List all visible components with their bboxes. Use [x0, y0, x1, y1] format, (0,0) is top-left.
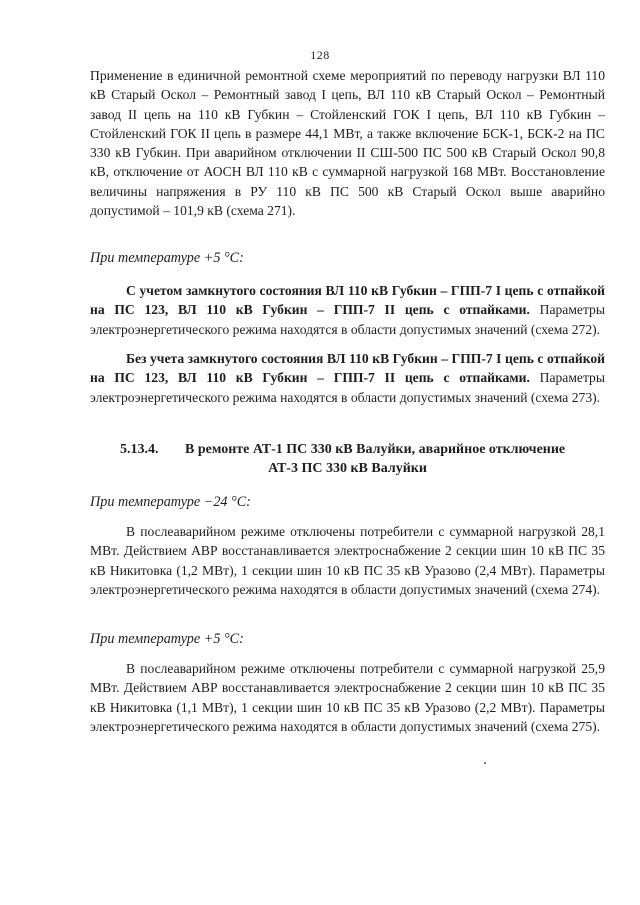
paragraph-without-closed-state	[90, 349, 605, 407]
paragraph-bold-lead: Без учета замкнутого состояния ВЛ 110 кВ Губкин – ГПП-7 I цепь с отпайкой на ПС 123, ВЛ 110 кВ Губкин – ГПП-7 II цепь с отпайками.	[90, 351, 605, 386]
page-number: 128	[310, 48, 330, 62]
paragraph-plus5-result	[90, 659, 605, 736]
paragraph-text: Применение в единичной ремонтной схеме мероприятий по переводу нагрузки ВЛ 110 кВ Старый Оскол – Ремонтный завод I цепь, ВЛ 110 кВ Старый Оскол – Ремонтный завод II цепь на 110 кВ Губкин – Стойленский ГОК I цепь, ВЛ 110 кВ Губкин – Стойленский ГОК II цепь в размере 44,1 МВт, а также включение БСК-1, БСК-2 на ПС 330 кВ Губкин. При аварийном отключении II СШ-500 ПС 500 кВ Старый Оскол 90,8 кВ, отключение от АОСН ВЛ 110 кВ с суммарной нагрузкой 168 МВт. Восстановление величины напряжения в РУ 110 кВ ПС 500 кВ Старый Оскол выше аварийно допустимой – 101,9 кВ (схема 271).	[90, 68, 605, 219]
paragraph-remediation-measures	[90, 66, 605, 220]
section-title-line1: В ремонте АТ-1 ПС 330 кВ Валуйки, аварийное отключение	[185, 442, 566, 457]
section-title-line2: АТ-3 ПС 330 кВ Валуйки	[268, 461, 427, 476]
section-heading	[90, 440, 605, 480]
paragraph-text: В послеаварийном режиме отключены потребители с суммарной нагрузкой 25,9 МВт. Действием АВР восстанавливается электроснабжение 2 секции шин 10 кВ ПС 35 кВ Никитовка (1,1 МВт), 1 секции шин 10 кВ ПС 35 кВ Уразово (2,2 МВт). Параметры электроэнергетического режима находятся в области допустимых значений (схема 275).	[90, 661, 605, 734]
paragraph-minus24-result	[90, 522, 605, 599]
paragraph-bold-lead: С учетом замкнутого состояния ВЛ 110 кВ Губкин – ГПП-7 I цепь с отпайкой на ПС 123, ВЛ 110 кВ Губкин – ГПП-7 II цепь с отпайками.	[90, 283, 605, 318]
paragraph-text: В послеаварийном режиме отключены потребители с суммарной нагрузкой 28,1 МВт. Действием АВР восстанавливается электроснабжение 2 секции шин 10 кВ ПС 35 кВ Никитовка (1,2 МВт), 1 секции шин 10 кВ ПС 35 кВ Уразово (2,4 МВт). Параметры электроэнергетического режима находятся в области допустимых значений (схема 274).	[90, 524, 605, 597]
temperature-heading-plus5: При температуре +5 °С:	[90, 250, 244, 266]
paragraph-with-closed-state	[90, 281, 605, 339]
temperature-heading-minus24: При температуре −24 °С:	[90, 494, 251, 510]
scan-speck	[484, 762, 486, 764]
paragraph-text: Параметры электроэнергетического режима находятся в области допустимых значений (схема 273).	[90, 370, 605, 405]
section-number: 5.13.4.	[120, 442, 159, 457]
temperature-heading-plus5-second: При температуре +5 °С:	[90, 631, 244, 647]
paragraph-text: Параметры электроэнергетического режима находятся в области допустимых значений (схема 272).	[90, 302, 605, 337]
